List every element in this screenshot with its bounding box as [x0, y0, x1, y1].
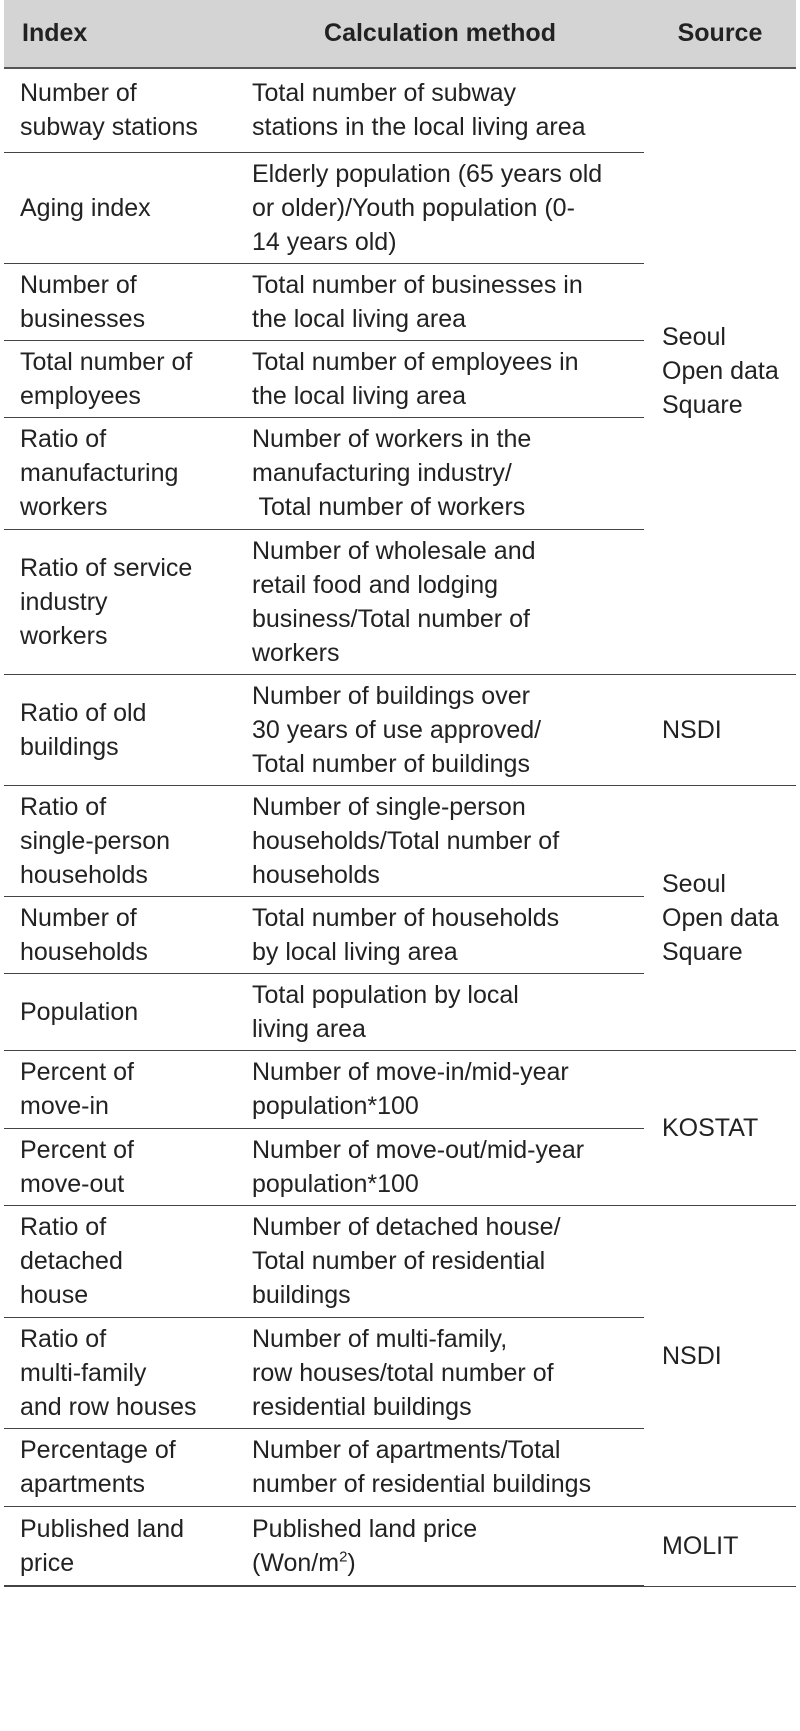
calculation-method-cell: [236, 1128, 644, 1205]
index-cell: [4, 973, 236, 1050]
index-text: and row houses: [20, 1392, 197, 1421]
index-text: employees: [20, 381, 141, 410]
table-row: [4, 1506, 796, 1586]
calculation-method-cell: [236, 674, 644, 785]
index-cell: [4, 1050, 236, 1128]
header-source: Source: [644, 0, 796, 68]
source-cell: [644, 674, 796, 785]
method-text: residential buildings: [252, 1392, 472, 1421]
source-cell: [644, 68, 796, 674]
source-text: Seoul: [662, 323, 726, 352]
index-text: Published land: [20, 1514, 185, 1543]
index-cell: [4, 1205, 236, 1317]
index-text: Percent of: [20, 1058, 134, 1086]
index-text: multi-family: [20, 1358, 147, 1387]
method-text: the local living area: [252, 304, 467, 333]
method-text: business/Total number of: [252, 604, 530, 633]
index-text: Number of: [20, 79, 137, 108]
index-text: workers: [20, 621, 108, 650]
table-body: [4, 68, 796, 1586]
index-text: move-out: [20, 1169, 125, 1198]
index-cell: [4, 340, 236, 417]
index-text: Number of: [20, 903, 137, 932]
source-cell: [644, 1205, 796, 1506]
index-cell: [4, 1506, 236, 1586]
table-row: [4, 674, 796, 785]
method-text: households/Total number of: [252, 826, 560, 855]
method-text: by local living area: [252, 937, 458, 966]
method-text: Number of multi-family,: [252, 1324, 508, 1353]
method-text: manufacturing industry/: [252, 459, 512, 487]
method-text: Number of apartments/Total: [252, 1436, 561, 1464]
index-text: businesses: [20, 304, 146, 333]
calculation-method-cell: [236, 529, 644, 674]
source-cell: [644, 1050, 796, 1205]
index-text: Ratio of: [20, 792, 107, 821]
calculation-method-cell: [236, 1506, 644, 1586]
calculation-method-cell: [236, 973, 644, 1050]
index-cell: [4, 68, 236, 152]
index-text: households: [20, 937, 148, 966]
index-cell: [4, 529, 236, 674]
index-text: Population: [20, 997, 139, 1026]
method-text: Number of buildings over: [252, 681, 530, 710]
index-text: Ratio of: [20, 1213, 107, 1241]
index-cell: [4, 1128, 236, 1205]
table-row: [4, 68, 796, 152]
method-text: Number of wholesale and: [252, 536, 536, 565]
index-text: Ratio of: [20, 1324, 107, 1353]
index-text: detached: [20, 1247, 123, 1275]
index-text: Ratio of: [20, 425, 107, 453]
index-text: price: [20, 1548, 75, 1577]
source-text: Open data: [662, 903, 779, 932]
table-row: [4, 1050, 796, 1128]
superscript: 2: [339, 1548, 348, 1566]
index-cell: [4, 1428, 236, 1506]
method-text: Number of detached house/: [252, 1213, 561, 1241]
method-text: Total number of businesses in: [252, 270, 583, 299]
calculation-method-cell: [236, 1317, 644, 1428]
source-text: KOSTAT: [662, 1113, 759, 1142]
method-text: retail food and lodging: [252, 570, 499, 599]
table-row: [4, 785, 796, 896]
method-text: Number of single-person: [252, 792, 526, 821]
method-text: living area: [252, 1014, 366, 1043]
index-text: Aging index: [20, 193, 151, 222]
table-header-row: [4, 0, 796, 68]
index-text: Percent of: [20, 1135, 134, 1164]
source-cell: [644, 785, 796, 1050]
method-text: Total number of residential: [252, 1247, 546, 1275]
method-text: Total population by local: [252, 980, 519, 1009]
method-text: stations in the local living area: [252, 113, 586, 142]
calculation-method-cell: [236, 263, 644, 340]
index-cell: [4, 674, 236, 785]
index-text: workers: [20, 493, 108, 521]
header-index: Index: [4, 0, 236, 68]
index-text: industry: [20, 587, 108, 616]
method-text: population*100: [252, 1169, 419, 1198]
index-text: subway stations: [20, 113, 198, 142]
source-text: NSDI: [662, 715, 722, 744]
index-cell: [4, 417, 236, 529]
calculation-method-cell: [236, 340, 644, 417]
method-text: Total number of households: [252, 903, 560, 932]
source-text: Square: [662, 391, 743, 420]
method-text: households: [252, 860, 380, 889]
index-text: Number of: [20, 270, 137, 299]
method-text: Total number of subway: [252, 79, 517, 108]
index-text: Total number of: [20, 347, 193, 376]
source-text: Open data: [662, 357, 779, 386]
calculation-method-cell: [236, 1205, 644, 1317]
method-text: number of residential buildings: [252, 1470, 592, 1498]
method-text: buildings: [252, 1281, 351, 1309]
source-text: NSDI: [662, 1341, 722, 1370]
index-text: single-person: [20, 826, 171, 855]
calculation-method-cell: [236, 417, 644, 529]
calculation-method-cell: [236, 152, 644, 263]
index-text: Percentage of: [20, 1436, 176, 1464]
header-calculation-method: Calculation method: [236, 0, 644, 68]
index-text: house: [20, 1281, 89, 1309]
source-text: Seoul: [662, 869, 726, 898]
calculation-method-cell: [236, 1428, 644, 1506]
method-text: the local living area: [252, 381, 467, 410]
index-cell: [4, 1317, 236, 1428]
method-text: 30 years of use approved/: [252, 715, 542, 744]
method-text: Total number of workers: [252, 493, 526, 521]
method-text: Total number of buildings: [252, 749, 530, 778]
index-text: buildings: [20, 732, 119, 761]
source-text: MOLIT: [662, 1532, 739, 1560]
index-text: apartments: [20, 1470, 146, 1498]
method-text: row houses/total number of: [252, 1358, 554, 1387]
calculation-method-cell: [236, 785, 644, 896]
method-text: 14 years old): [252, 227, 397, 256]
index-cell: [4, 896, 236, 973]
method-text: or older)/Youth population (0-: [252, 193, 575, 222]
calculation-method-cell: [236, 896, 644, 973]
index-cell: [4, 785, 236, 896]
index-cell: [4, 152, 236, 263]
table-row: [4, 1205, 796, 1317]
index-text: move-in: [20, 1092, 109, 1120]
source-cell: [644, 1506, 796, 1586]
index-table: [4, 0, 796, 1587]
method-text: population*100: [252, 1092, 419, 1120]
index-text: manufacturing: [20, 459, 179, 487]
method-text: Number of move-in/mid-year: [252, 1058, 569, 1086]
method-text: Number of workers in the: [252, 425, 532, 453]
index-text: Ratio of service: [20, 553, 193, 582]
method-text: Total number of employees in: [252, 347, 579, 376]
source-text: Square: [662, 937, 743, 966]
method-text: Published land price: [252, 1514, 478, 1543]
index-text: households: [20, 860, 148, 889]
method-text: workers: [252, 638, 340, 667]
index-text: Ratio of old: [20, 698, 147, 727]
method-text: Elderly population (65 years old: [252, 159, 603, 188]
method-text: Number of move-out/mid-year: [252, 1135, 585, 1164]
index-cell: [4, 263, 236, 340]
method-text: ): [347, 1548, 356, 1577]
calculation-method-cell: [236, 1050, 644, 1128]
method-text: (Won/m: [252, 1548, 340, 1577]
calculation-method-cell: [236, 68, 644, 152]
